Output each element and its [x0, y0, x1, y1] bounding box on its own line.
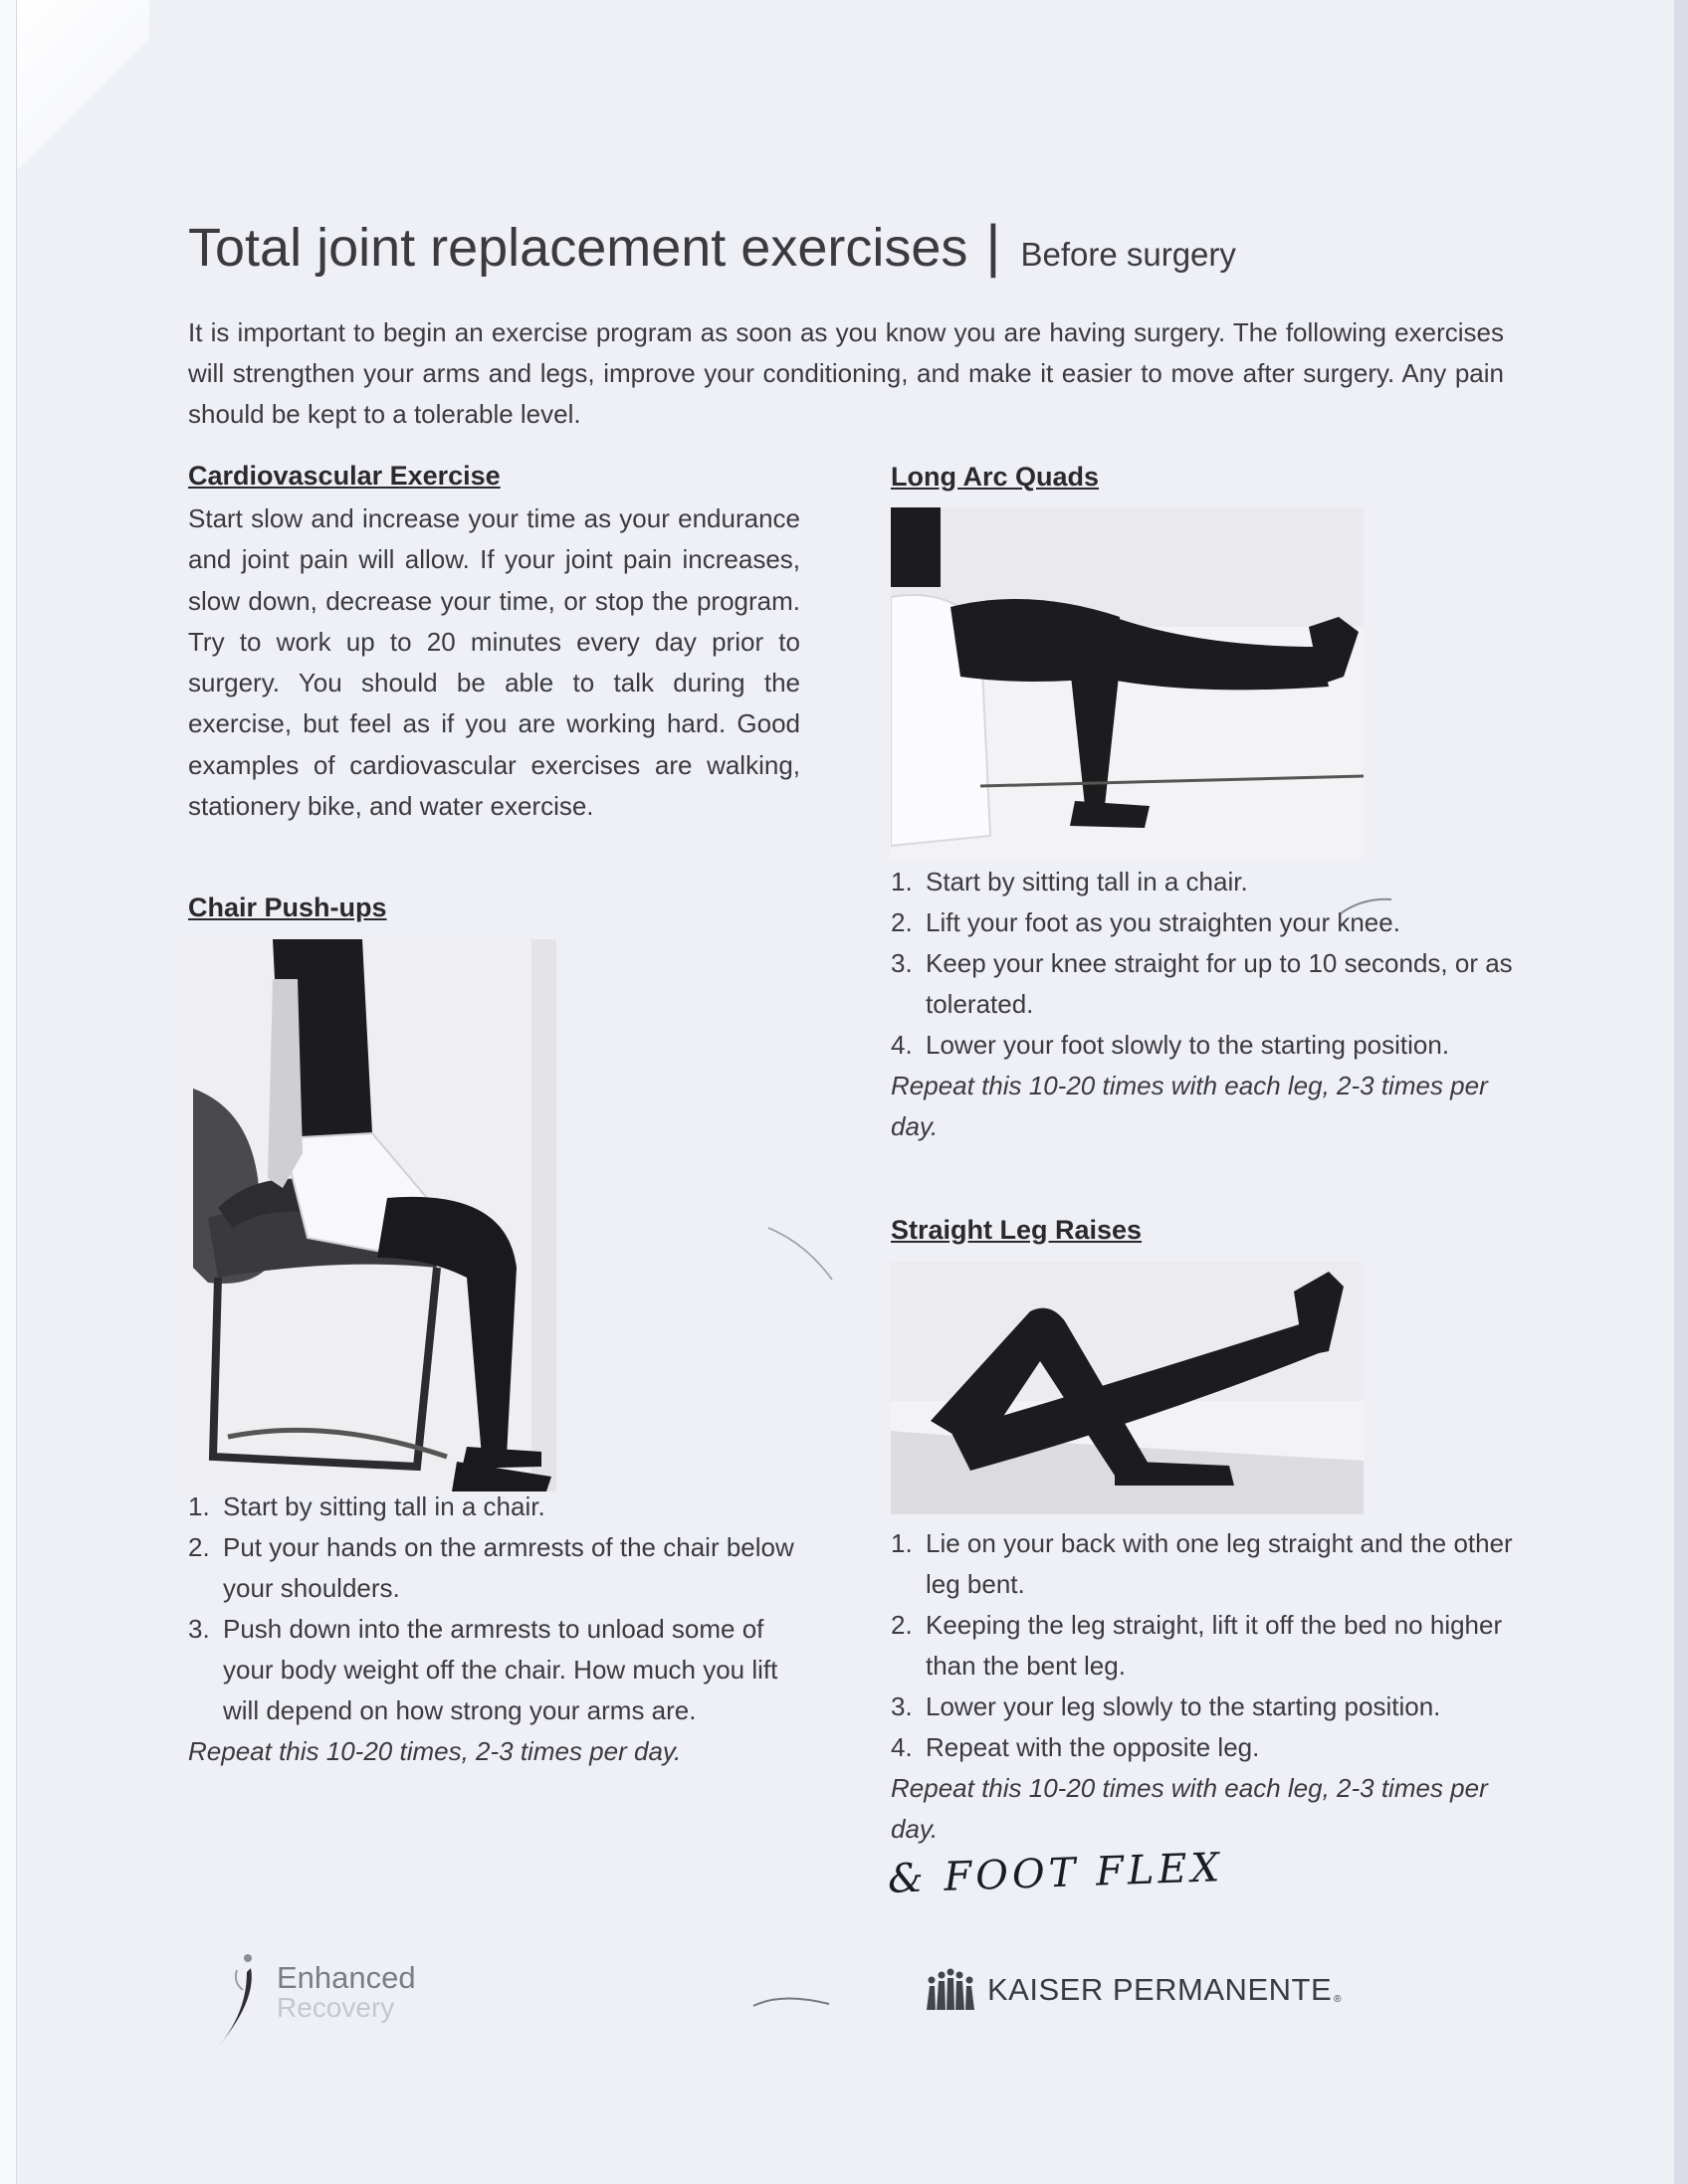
intro-paragraph: It is important to begin an exercise program as soon as you know you are having surgery. The following exercises will strengthen your arms and legs, improve your conditioning, and make it easier to move after surgery. Any pain should be kept to a tolerable level. [188, 317, 1504, 429]
step-text: Keep your knee straight for up to 10 seconds, or as tolerated. [926, 948, 1513, 1019]
chair-pushups-heading-block [188, 891, 800, 924]
list-item [891, 1025, 1518, 1066]
step-number: 1. [188, 1491, 210, 1521]
straight-leg-raises-photo [891, 1262, 1364, 1514]
step-number: 4. [891, 1030, 913, 1060]
pen-mark [751, 1990, 831, 2010]
step-text: Start by sitting tall in a chair. [223, 1491, 545, 1521]
list-item [891, 1605, 1518, 1687]
long-arc-quads-repeat: Repeat this 10-20 times with each leg, 2-3 times per day. [891, 1071, 1488, 1141]
list-item [891, 902, 1518, 943]
list-item [188, 1609, 800, 1731]
step-text: Lower your foot slowly to the starting position. [926, 1030, 1450, 1060]
kaiser-permanente-text: KAISER PERMANENTE [987, 1972, 1333, 2007]
page-right-edge [1674, 0, 1688, 2184]
step-text: Start by sitting tall in a chair. [926, 867, 1248, 896]
list-item [188, 1527, 800, 1609]
straight-leg-raises-steps-block [891, 1523, 1518, 1850]
handwritten-note: & FOOT FLEX [887, 1845, 1224, 1902]
enhanced-recovery-line1: Enhanced [277, 1960, 416, 1995]
step-number: 4. [891, 1732, 913, 1762]
step-text: Put your hands on the armrests of the chair below your shoulders. [223, 1532, 794, 1603]
kaiser-people-icon [924, 1966, 977, 2014]
page-title: Total joint replacement exercises [188, 218, 968, 278]
long-arc-quads-heading-block [891, 460, 1518, 494]
step-text: Lie on your back with one leg straight and the other leg bent. [926, 1528, 1513, 1599]
step-number: 2. [188, 1532, 210, 1562]
step-text: Lift your foot as you straighten your knee. [926, 907, 1400, 937]
step-number: 2. [891, 907, 913, 937]
kaiser-registered-mark: ® [1334, 1993, 1342, 2005]
page-left-edge [0, 0, 17, 2184]
list-item [891, 1687, 1518, 1727]
step-number: 3. [188, 1614, 210, 1644]
list-item [891, 862, 1518, 902]
long-arc-quads-steps-block [891, 862, 1518, 1147]
step-text: Push down into the armrests to unload some of your body weight off the chair. How much you lift will depend on how strong your arms are. [223, 1614, 778, 1725]
chair-pushups-heading: Chair Push-ups [188, 893, 387, 922]
straight-leg-raises-repeat: Repeat this 10-20 times with each leg, 2-3 times per day. [891, 1773, 1488, 1844]
step-text: Lower your leg slowly to the starting position. [926, 1691, 1441, 1721]
long-arc-quads-photo [891, 507, 1364, 860]
step-number: 1. [891, 867, 913, 896]
kaiser-permanente-logo [924, 1966, 1342, 2014]
cardio-heading: Cardiovascular Exercise [188, 461, 501, 491]
list-item [891, 943, 1518, 1025]
pen-mark [1339, 895, 1393, 915]
title-separator: | [985, 214, 1001, 279]
long-arc-quads-heading: Long Arc Quads [891, 462, 1100, 492]
chair-pushups-photo [188, 939, 556, 1491]
step-text: Keeping the leg straight, lift it off the bed no higher than the bent leg. [926, 1610, 1503, 1681]
title-row [188, 213, 1236, 280]
list-item [891, 1727, 1518, 1768]
enhanced-recovery-logo [213, 1950, 472, 2050]
chair-pushups-steps-block [188, 1487, 800, 1772]
list-item [891, 1523, 1518, 1605]
long-arc-quads-steps [891, 862, 1518, 1066]
straight-leg-raises-heading: Straight Leg Raises [891, 1215, 1143, 1245]
cardio-text: Start slow and increase your time as your endurance and joint pain will allow. If your joint pain increases, slow down, decrease your time, or stop the program. Try to work up to 20 minutes every day prior to surgery. You should be able to talk during the exercise, but feel as if you are working hard. Good examples of cardiovascular exercises are walking, stationery bike, and water exercise. [188, 503, 800, 822]
step-text: Repeat with the opposite leg. [926, 1732, 1260, 1762]
step-number: 3. [891, 948, 913, 978]
chair-pushups-repeat: Repeat this 10-20 times, 2-3 times per day. [188, 1736, 682, 1766]
step-number: 1. [891, 1528, 913, 1558]
page-subtitle: Before surgery [1020, 236, 1236, 273]
straight-leg-raises-heading-block [891, 1213, 1518, 1247]
enhanced-recovery-swoosh-icon [213, 1950, 273, 2050]
cardio-section [188, 459, 800, 827]
list-item [188, 1487, 800, 1527]
enhanced-recovery-line2: Recovery [277, 1992, 395, 2023]
pen-mark [766, 1224, 836, 1284]
page-corner-fold [0, 0, 149, 189]
step-number: 2. [891, 1610, 913, 1640]
chair-pushups-steps [188, 1487, 800, 1731]
straight-leg-raises-steps [891, 1523, 1518, 1768]
step-number: 3. [891, 1691, 913, 1721]
